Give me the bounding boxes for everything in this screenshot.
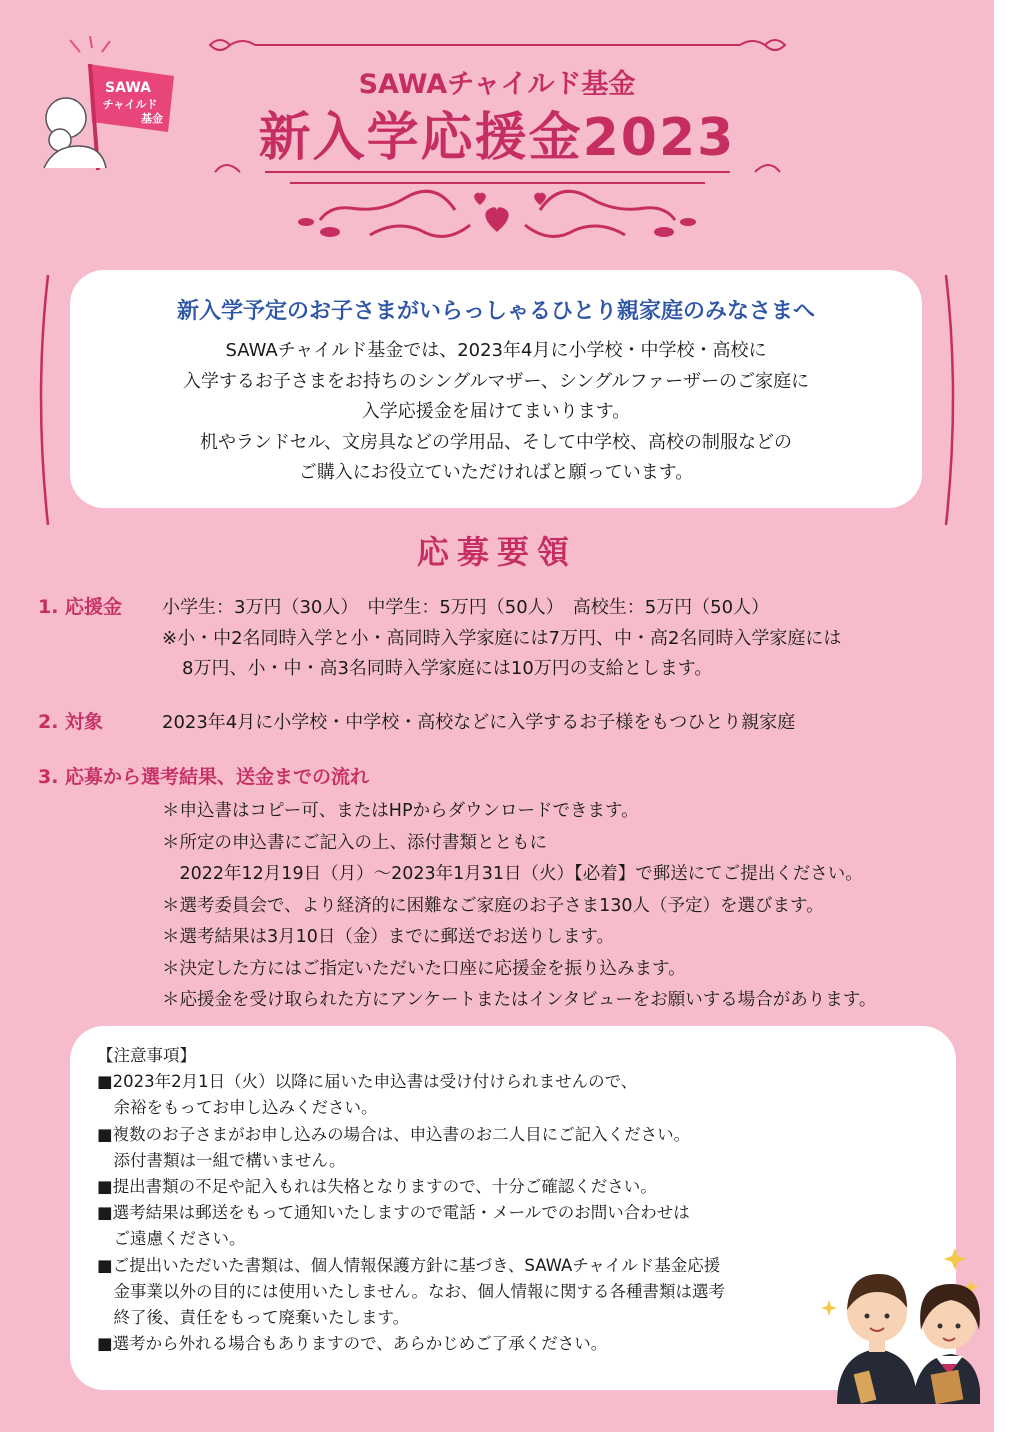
note-line: ■選考から外れる場合もありますので、あらかじめご了承ください。: [97, 1334, 608, 1354]
flow-list: [162, 796, 876, 1017]
section-title: 応募要領: [416, 533, 577, 571]
item2-text: 2023年4月に小学校・中学校・高校などに入学するお子様をもつひとり親家庭: [162, 712, 796, 733]
intro-body: [70, 336, 922, 489]
item1-label: 1. 応援金: [38, 596, 123, 618]
page-title: 新入学応援金2023: [258, 108, 736, 168]
notes-heading: 【注意事項】: [97, 1046, 196, 1065]
flow-item: ＊所定の申込書にご記入の上、添付書類とともに: [162, 832, 547, 853]
intro-line: 机やランドセル、文房具などの学用品、そして中学校、高校の制服などの: [199, 431, 793, 453]
note-line: ■2023年2月1日（火）以降に届いた申込書は受け付けられませんので、: [97, 1072, 638, 1092]
intro-line: SAWAチャイルド基金では、2023年4月に小学校・中学校・高校に: [225, 340, 767, 361]
logo-text-sawa: SAWA: [105, 80, 151, 96]
intro-heading: 新入学予定のお子さまがいらっしゃるひとり親家庭のみなさまへ: [176, 299, 815, 324]
note-line: 余裕をもってお申し込みください。: [97, 1098, 378, 1118]
note-line: ■複数のお子さまがお申し込みの場合は、申込書のお二人目にご記入ください。: [97, 1124, 691, 1144]
item1-amounts: 小学生：3万円（30人） 中学生：5万円（50人） 高校生：5万円（50人）: [162, 597, 770, 618]
note-line: ご遠慮ください。: [97, 1229, 246, 1249]
item2-label: 2. 対象: [38, 711, 104, 733]
flow-item: ＊選考委員会で、より経済的に困難なご家庭のお子さま130人（予定）を選びます。: [162, 895, 824, 916]
students-illustration: [815, 1244, 980, 1404]
intro-line: 入学するお子さまをお持ちのシングルマザー、シングルファーザーのご家庭に: [182, 370, 810, 392]
item3-label: 3. 応募から選考結果、送金までの流れ: [38, 766, 370, 788]
item1-note-line: ※小・中2名同時入学と小・高同時入学家庭には7万円、中・高2名同時入学家庭には: [162, 628, 842, 649]
intro-line: ご購入にお役立ていただければと願っています。: [298, 462, 694, 483]
flow-item: 2022年12月19日（月）〜2023年1月31日（火）【必着】で郵送にてご提出ください。: [162, 864, 863, 884]
note-line: 終了後、責任をもって廃棄いたします。: [97, 1308, 410, 1328]
note-line: ■提出書類の不足や記入もれは失格となりますので、十分ご確認ください。: [97, 1177, 657, 1197]
logo-text-fund: 基金: [141, 112, 163, 125]
note-line: 添付書類は一組で構いません。: [97, 1150, 346, 1170]
note-line: ■ご提出いただいた書類は、個人情報保護方針に基づき、SAWAチャイルド基金応援: [97, 1255, 721, 1275]
flow-item: ＊選考結果は3月10日（金）までに郵送でお送りします。: [162, 927, 615, 947]
brand-name: SAWAチャイルド基金: [358, 69, 636, 100]
item1-note-line: 8万円、小・中・高3名同時入学家庭には10万円の支給とします。: [182, 658, 713, 679]
flow-item: ＊応援金を受け取られた方にアンケートまたはインタビューをお願いする場合があります。: [162, 990, 877, 1010]
note-line: 金事業以外の目的には使用いたしません。なお、個人情報に関する各種書類は選考: [97, 1281, 725, 1301]
flow-item: ＊申込書はコピー可、またはHPからダウンロードできます。: [162, 801, 639, 821]
logo-text-child: チャイルド: [102, 98, 158, 111]
notes-list: [97, 1043, 725, 1357]
flow-item: ＊決定した方にはご指定いただいた口座に応援金を振り込みます。: [162, 958, 686, 979]
note-line: ■選考結果は郵送をもって通知いたしますので電話・メールでのお問い合わせは: [97, 1203, 690, 1223]
intro-line: 入学応援金を届けてまいります。: [361, 401, 631, 422]
